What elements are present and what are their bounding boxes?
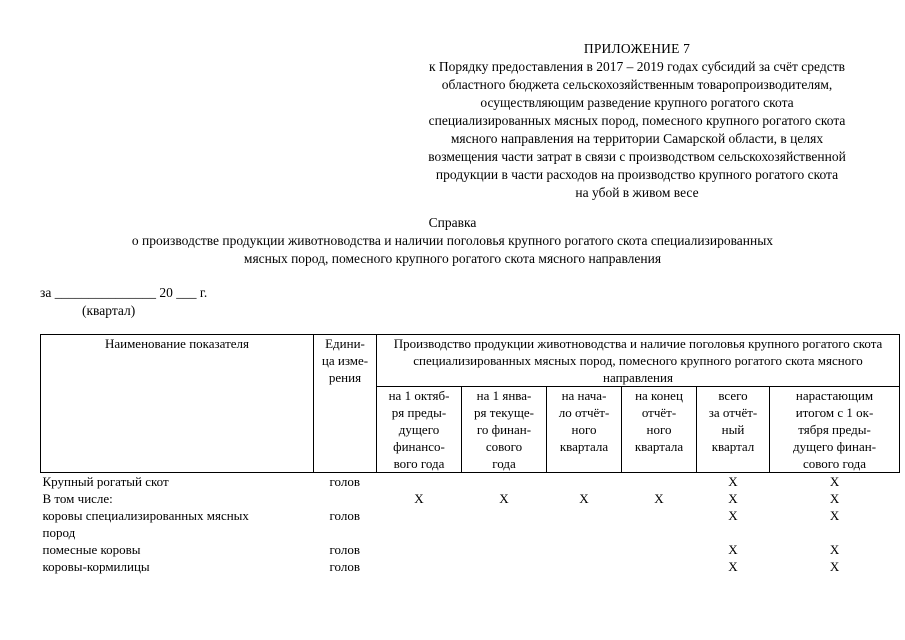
row-cell xyxy=(377,541,462,558)
appendix-line: продукции в части расходов на производство крупного рогатого скота xyxy=(435,167,839,182)
row-name: коровы-кормилицы xyxy=(42,559,150,574)
row-cell xyxy=(377,507,462,541)
period-block xyxy=(40,284,207,320)
row-cell: Х xyxy=(728,491,738,506)
row-cell: Х xyxy=(829,474,840,489)
period-line: за _______________ 20 ___ г. xyxy=(40,285,208,300)
row-cell: Х xyxy=(829,559,840,574)
row-cell xyxy=(462,473,547,491)
period-caption: (квартал) xyxy=(82,303,136,318)
appendix-line: к Порядку предоставления в 2017 – 2019 годах субсидий за счёт средств xyxy=(428,59,845,74)
row-cell: Х xyxy=(499,491,509,506)
header-unit: Едини- ца изме- рения xyxy=(314,335,377,473)
row-cell xyxy=(377,558,462,575)
header-sub-col: на 1 янва- ря текуще- го финан- сового года xyxy=(462,387,547,473)
header-sub-col: на конец отчёт- ного квартала xyxy=(622,387,697,473)
header-sub-col: всего за отчёт- ный квартал xyxy=(697,387,770,473)
appendix-line: возмещения части затрат в связи с производством сельскохозяйственной xyxy=(428,149,846,164)
row-cell: Х xyxy=(829,508,840,523)
row-cell xyxy=(377,473,462,491)
row-cell: Х xyxy=(728,508,738,523)
row-name: помесные коровы xyxy=(42,542,141,557)
row-cell: Х xyxy=(829,542,840,557)
header-group: Производство продукции животноводства и наличие поголовья крупного рогатого скота специализированных мясных пород, помесного крупного рогатого скота мясного направления xyxy=(377,335,900,387)
row-unit: голов xyxy=(329,474,360,489)
appendix-line: областного бюджета сельскохозяйственным товаропроизводителям, xyxy=(441,77,833,92)
appendix-title: ПРИЛОЖЕНИЕ 7 xyxy=(583,41,691,56)
row-cell: Х xyxy=(728,559,738,574)
row-cell: Х xyxy=(728,474,738,489)
appendix-line: мясного направления на территории Самарской области, в целях xyxy=(450,131,824,146)
header-name: Наименование показателя xyxy=(41,335,314,473)
appendix-line: специализированных мясных пород, помесного крупного рогатого скота xyxy=(428,113,846,128)
row-unit: голов xyxy=(329,508,360,523)
row-cell: Х xyxy=(728,542,738,557)
row-name: Крупный рогатый скот xyxy=(42,474,169,489)
data-table xyxy=(40,334,900,575)
row-unit xyxy=(314,490,377,507)
table-row xyxy=(41,558,900,575)
row-cell xyxy=(622,558,697,575)
table-row xyxy=(41,507,900,541)
table-row xyxy=(41,541,900,558)
row-cell: Х xyxy=(829,491,840,506)
header-sub-col: на 1 октяб- ря преды- дущего финансо- вого года xyxy=(377,387,462,473)
row-cell: Х xyxy=(414,491,424,506)
appendix-line: на убой в живом весе xyxy=(575,185,699,200)
row-cell xyxy=(547,473,622,491)
document-title: Справка xyxy=(428,215,477,230)
row-cell xyxy=(547,541,622,558)
row-unit: голов xyxy=(329,542,360,557)
header-sub-col: на нача- ло отчёт- ного квартала xyxy=(547,387,622,473)
row-name: В том числе: xyxy=(42,491,113,506)
document-subtitle-line: о производстве продукции животноводства и наличии поголовья крупного рогатого скота специализированных xyxy=(131,233,774,248)
row-cell xyxy=(462,507,547,541)
row-unit: голов xyxy=(329,559,360,574)
row-cell xyxy=(622,541,697,558)
row-cell xyxy=(462,541,547,558)
document-subtitle-line: мясных пород, помесного крупного рогатого скота мясного направления xyxy=(243,251,662,266)
appendix-block xyxy=(378,40,896,202)
row-cell xyxy=(547,558,622,575)
row-cell xyxy=(622,473,697,491)
row-cell xyxy=(462,558,547,575)
row-cell xyxy=(547,507,622,541)
row-cell: Х xyxy=(654,491,664,506)
table-row xyxy=(41,473,900,491)
table-row xyxy=(41,490,900,507)
header-sub-col: нарастающим итогом с 1 ок- тября преды- дущего финан- сового года xyxy=(770,387,900,473)
appendix-line: осуществляющим разведение крупного рогатого скота xyxy=(480,95,794,110)
document-heading xyxy=(30,214,875,268)
row-cell xyxy=(622,507,697,541)
row-name: коровы специализированных мясных пород xyxy=(42,508,249,540)
row-cell: Х xyxy=(579,491,589,506)
